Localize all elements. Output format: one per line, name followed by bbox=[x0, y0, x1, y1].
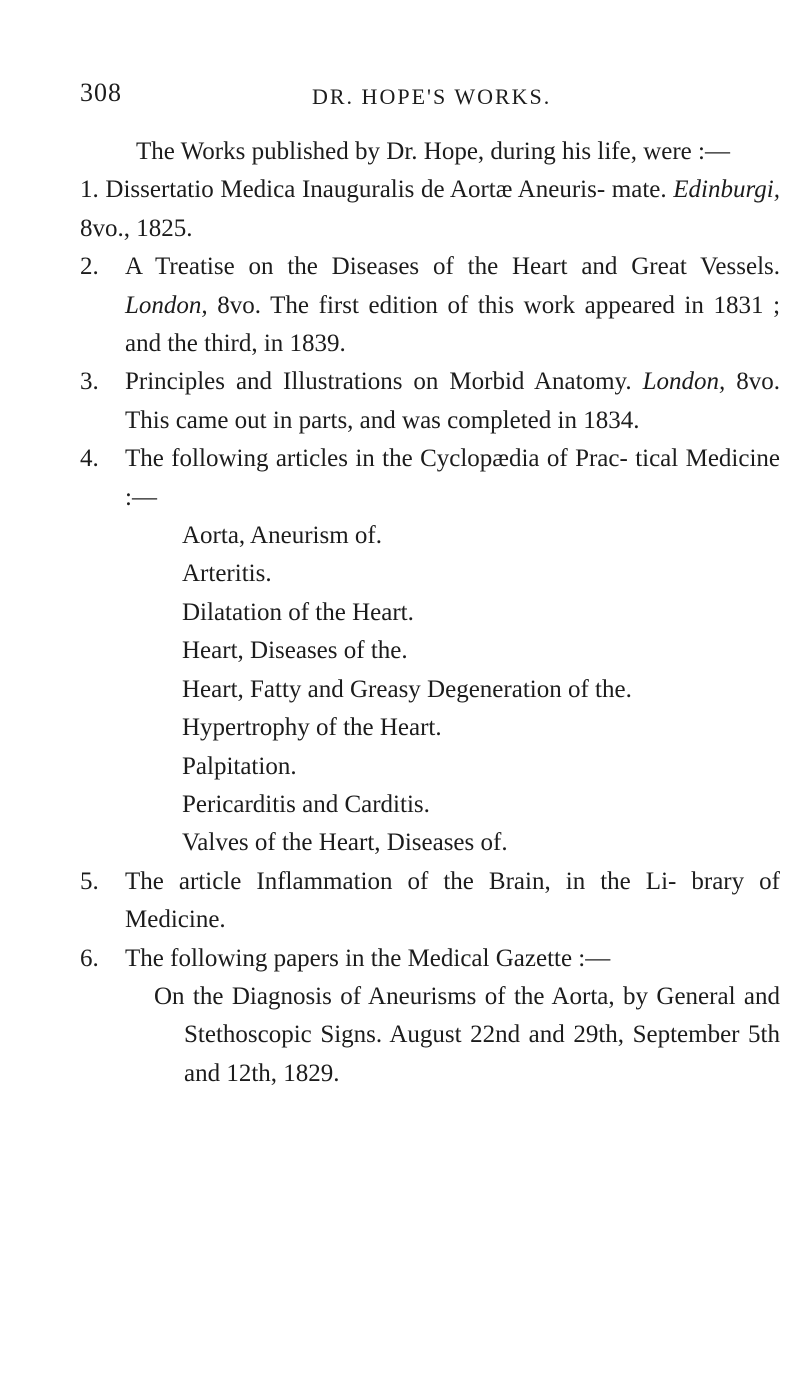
entry-number: 5. bbox=[80, 867, 99, 895]
works-entry-3 bbox=[80, 363, 780, 440]
list-item: Palpitation. bbox=[182, 752, 297, 780]
list-item: Pericarditis and Carditis. bbox=[182, 790, 430, 818]
entry-number: 2. bbox=[80, 253, 99, 281]
entry-number: 6. bbox=[80, 944, 99, 972]
page-body bbox=[80, 133, 780, 1093]
page-number: 308 bbox=[80, 78, 122, 107]
list-item: Hypertrophy of the Heart. bbox=[182, 714, 442, 742]
intro-line-2: were :— bbox=[643, 138, 730, 165]
works-entry-4 bbox=[80, 440, 780, 517]
list-item: Arteritis. bbox=[182, 560, 272, 588]
works-entry-5 bbox=[80, 863, 780, 940]
running-head: DR. HOPE'S WORKS. bbox=[312, 84, 552, 109]
page-header bbox=[80, 78, 770, 118]
list-item: Heart, Diseases of the. bbox=[182, 637, 408, 665]
entry-number: 3. bbox=[80, 368, 99, 396]
intro-paragraph bbox=[80, 133, 780, 171]
list-item: Heart, Fatty and Greasy Degeneration of the. bbox=[182, 675, 632, 703]
entry-number: 4. bbox=[80, 445, 99, 473]
entry-title: Dissertatio Medica Inauguralis de Aortæ Aneuris- bbox=[105, 176, 606, 204]
entry-title: The following articles in the Cyclopædia of Prac- tical Medicine :— bbox=[125, 445, 780, 511]
entry-place: London, bbox=[125, 291, 208, 319]
entry-title-end: mate. bbox=[611, 176, 667, 204]
entry-place: London, bbox=[642, 368, 726, 396]
entry-number: 1. bbox=[80, 176, 99, 204]
entry-place: Edinburgi, bbox=[673, 176, 780, 204]
works-entry-1 bbox=[80, 171, 780, 248]
entry-title: The article Inflammation of the Brain, in the Li- brary of Medicine. bbox=[125, 867, 780, 934]
works-entry-2 bbox=[80, 248, 780, 363]
entry-title: Principles and Illustrations on Morbid Anatomy. bbox=[125, 368, 632, 396]
entry-details: 8vo., 1825. bbox=[80, 214, 193, 242]
entry-title: The following papers in the Medical Gazette :— bbox=[125, 944, 611, 972]
list-item: Dilatation of the Heart. bbox=[182, 598, 414, 626]
entry-title: A Treatise on the Diseases of the Heart and Great Vessels. bbox=[125, 253, 780, 281]
list-item: Aorta, Aneurism of. bbox=[182, 522, 382, 550]
list-item: Valves of the Heart, Diseases of. bbox=[182, 829, 508, 857]
works-entry-6 bbox=[80, 940, 780, 978]
intro-line-1: The Works published by Dr. Hope, during his life, bbox=[136, 138, 637, 165]
medical-gazette-paper: On the Diagnosis of Aneurisms of the Aorta, by General and Stethoscopic Signs. August 22nd and 29th, September 5th and 12th, 1829. bbox=[154, 982, 780, 1087]
entry-details: 8vo. The first edition of this work appeared in 1831 ; and the third, in 1839. bbox=[125, 291, 781, 358]
entry-details: 8vo. This came out in parts, and was completed in 1834. bbox=[125, 368, 780, 434]
cyclopaedia-articles-list bbox=[80, 517, 780, 863]
